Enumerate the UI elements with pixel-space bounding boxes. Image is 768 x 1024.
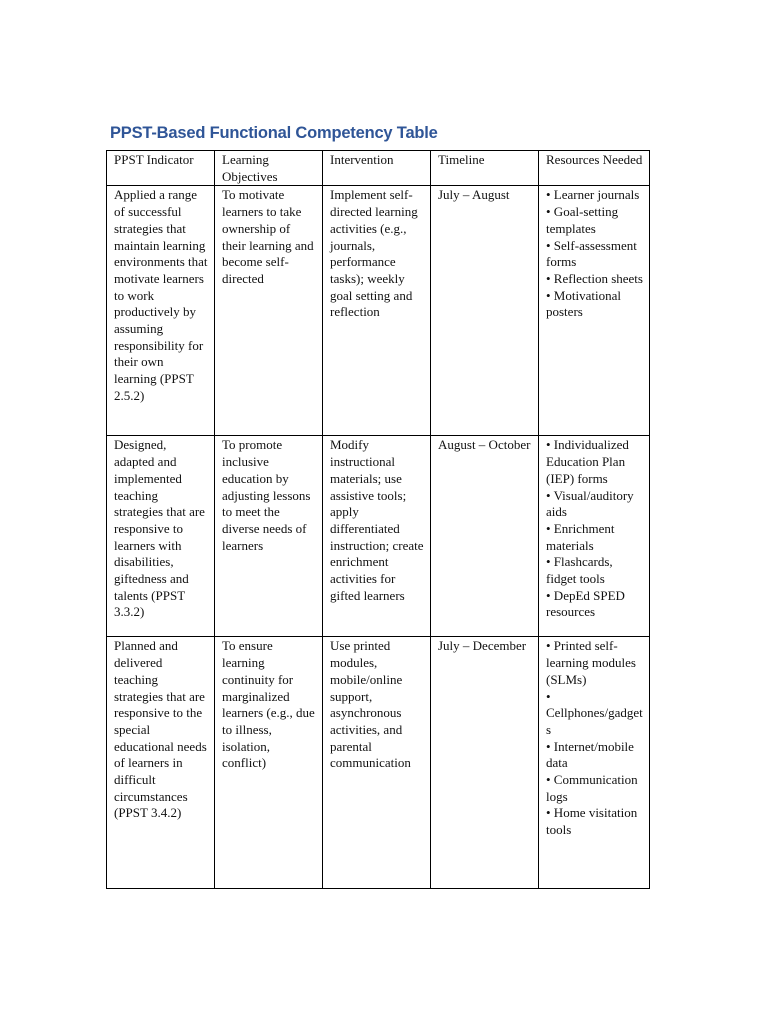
cell-resources (539, 436, 650, 637)
header-intervention: Intervention (323, 151, 431, 186)
cell-objective: To motivate learners to take ownership of their learning and become self-directed (215, 186, 323, 436)
resource-item: • Home visitation tools (546, 805, 638, 838)
cell-resources (539, 186, 650, 436)
header-timeline: Timeline (431, 151, 539, 186)
cell-objective: To ensure learning continuity for marginalized learners (e.g., due to illness, isolation, conflict) (215, 637, 323, 889)
table-row (107, 436, 650, 637)
resource-item: • Communication logs (546, 772, 638, 804)
resource-item: • Self-assessment forms (546, 237, 637, 270)
resource-item: • Reflection sheets (546, 270, 643, 286)
table-header-row (107, 151, 650, 186)
resource-item: • Motivational posters (546, 287, 621, 320)
resource-item: • Flashcards, fidget tools (546, 554, 613, 587)
resource-item: • Cellphones/gadgets (546, 688, 643, 737)
cell-resources (539, 637, 650, 889)
header-ppst-indicator: PPST Indicator (107, 151, 215, 186)
cell-intervention: Modify instructional materials; use assistive tools; apply differentiated instruction; create enrichment activities for gifted learners (323, 436, 431, 637)
resource-item: • Goal-setting templates (546, 204, 619, 236)
cell-intervention: Implement self-directed learning activities (e.g., journals, performance tasks); weekly goal setting and reflection (323, 186, 431, 436)
cell-timeline: July – December (431, 637, 539, 889)
resource-item: • Learner journals (546, 187, 640, 203)
resource-item: • DepEd SPED resources (546, 587, 625, 620)
cell-indicator: Applied a range of successful strategies that maintain learning environments that motivate learners to work productively by assuming responsibility for their own learning (PPST 2.5.2) (107, 186, 215, 436)
resource-item: • Individualized Education Plan (IEP) forms (546, 437, 629, 486)
resource-item: • Visual/auditory aids (546, 487, 634, 520)
resource-item: • Enrichment materials (546, 520, 615, 553)
competency-table (106, 150, 650, 889)
cell-timeline: August – October (431, 436, 539, 637)
cell-timeline: July – August (431, 186, 539, 436)
cell-intervention: Use printed modules, mobile/online support, asynchronous activities, and parental communication (323, 637, 431, 889)
cell-indicator: Designed, adapted and implemented teaching strategies that are responsive to learners with disabilities, giftedness and talents (PPST 3.3.2) (107, 436, 215, 637)
table-row (107, 637, 650, 889)
cell-indicator: Planned and delivered teaching strategies that are responsive to the special educational needs of learners in difficult circumstances (PPST 3.4.2) (107, 637, 215, 889)
table-row (107, 186, 650, 436)
header-learning-objectives: Learning Objectives (215, 151, 323, 186)
resource-item: • Printed self-learning modules (SLMs) (546, 638, 636, 687)
resource-item: • Internet/mobile data (546, 738, 634, 771)
header-resources-needed: Resources Needed (539, 151, 650, 186)
page-title: PPST-Based Functional Competency Table (110, 124, 438, 142)
cell-objective: To promote inclusive education by adjusting lessons to meet the diverse needs of learners (215, 436, 323, 637)
